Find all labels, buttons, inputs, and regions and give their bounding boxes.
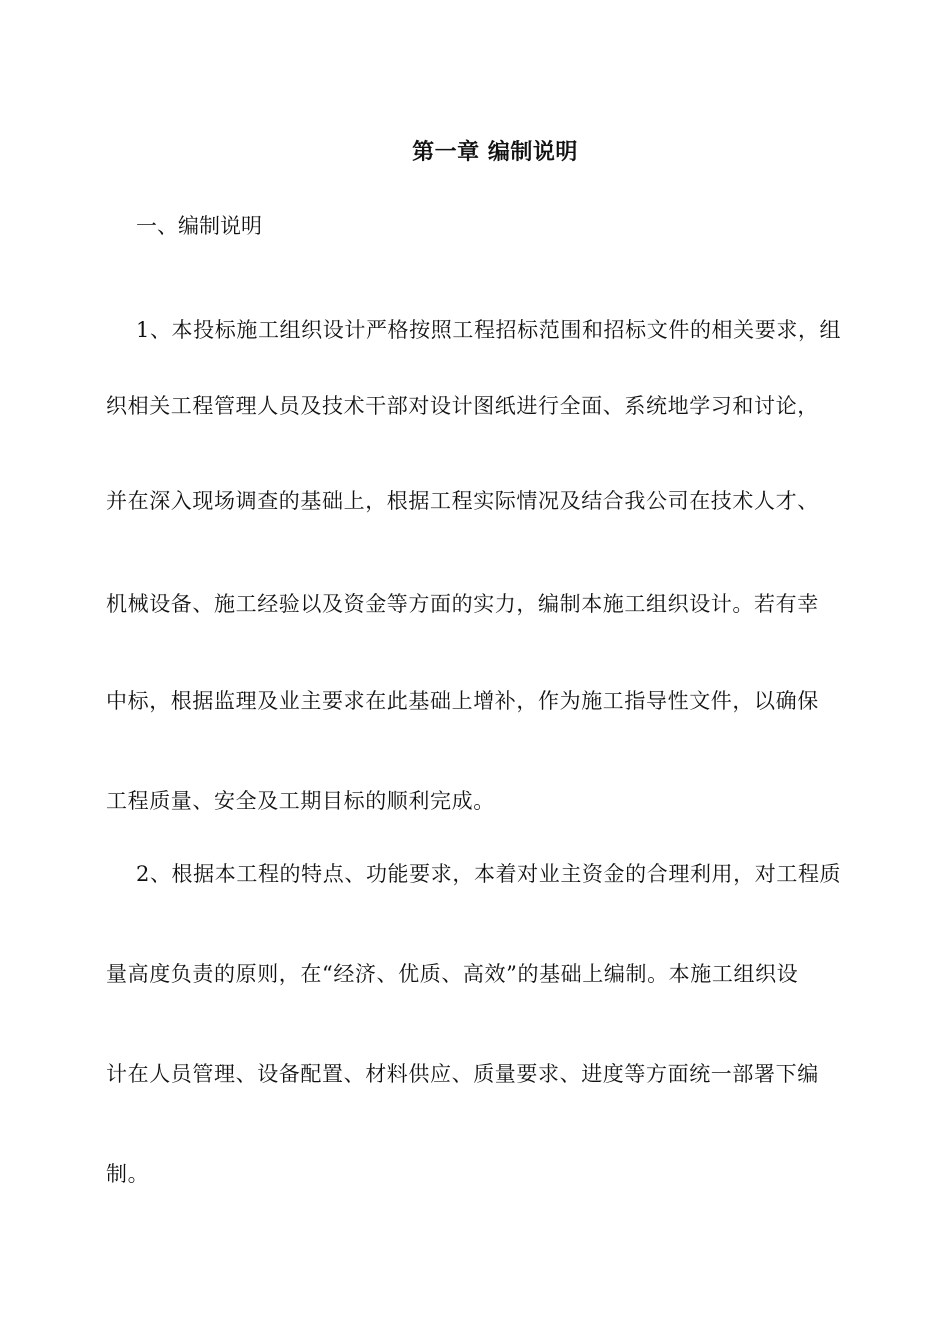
paragraph-2-line-4: 制。 — [106, 1162, 150, 1186]
paragraph-1-line-4: 机械设备、施工经验以及资金等方面的实力，编制本施工组织设计。若有幸 — [106, 592, 819, 616]
chapter-title: 第一章 编制说明 — [412, 139, 578, 165]
paragraph-1-line-3: 并在深入现场调查的基础上，根据工程实际情况及结合我公司在技术人才、 — [106, 489, 819, 513]
paragraph-1-line-2: 织相关工程管理人员及技术干部对设计图纸进行全面、系统地学习和讨论， — [106, 394, 819, 418]
section-heading: 一、编制说明 — [136, 214, 262, 238]
paragraph-1-line-1: 1、本投标施工组织设计严格按照工程招标范围和招标文件的相关要求，组 — [136, 318, 842, 342]
paragraph-2-line-3: 计在人员管理、设备配置、材料供应、质量要求、进度等方面统一部署下编 — [106, 1062, 819, 1086]
paragraph-2-line-1: 2、根据本工程的特点、功能要求，本着对业主资金的合理利用，对工程质 — [136, 862, 842, 886]
paragraph-1-line-5: 中标，根据监理及业主要求在此基础上增补，作为施工指导性文件，以确保 — [106, 689, 819, 713]
paragraph-2-line-2: 量高度负责的原则，在“经济、优质、高效”的基础上编制。本施工组织设 — [106, 962, 799, 986]
paragraph-1-line-6: 工程质量、安全及工期目标的顺利完成。 — [106, 789, 495, 813]
